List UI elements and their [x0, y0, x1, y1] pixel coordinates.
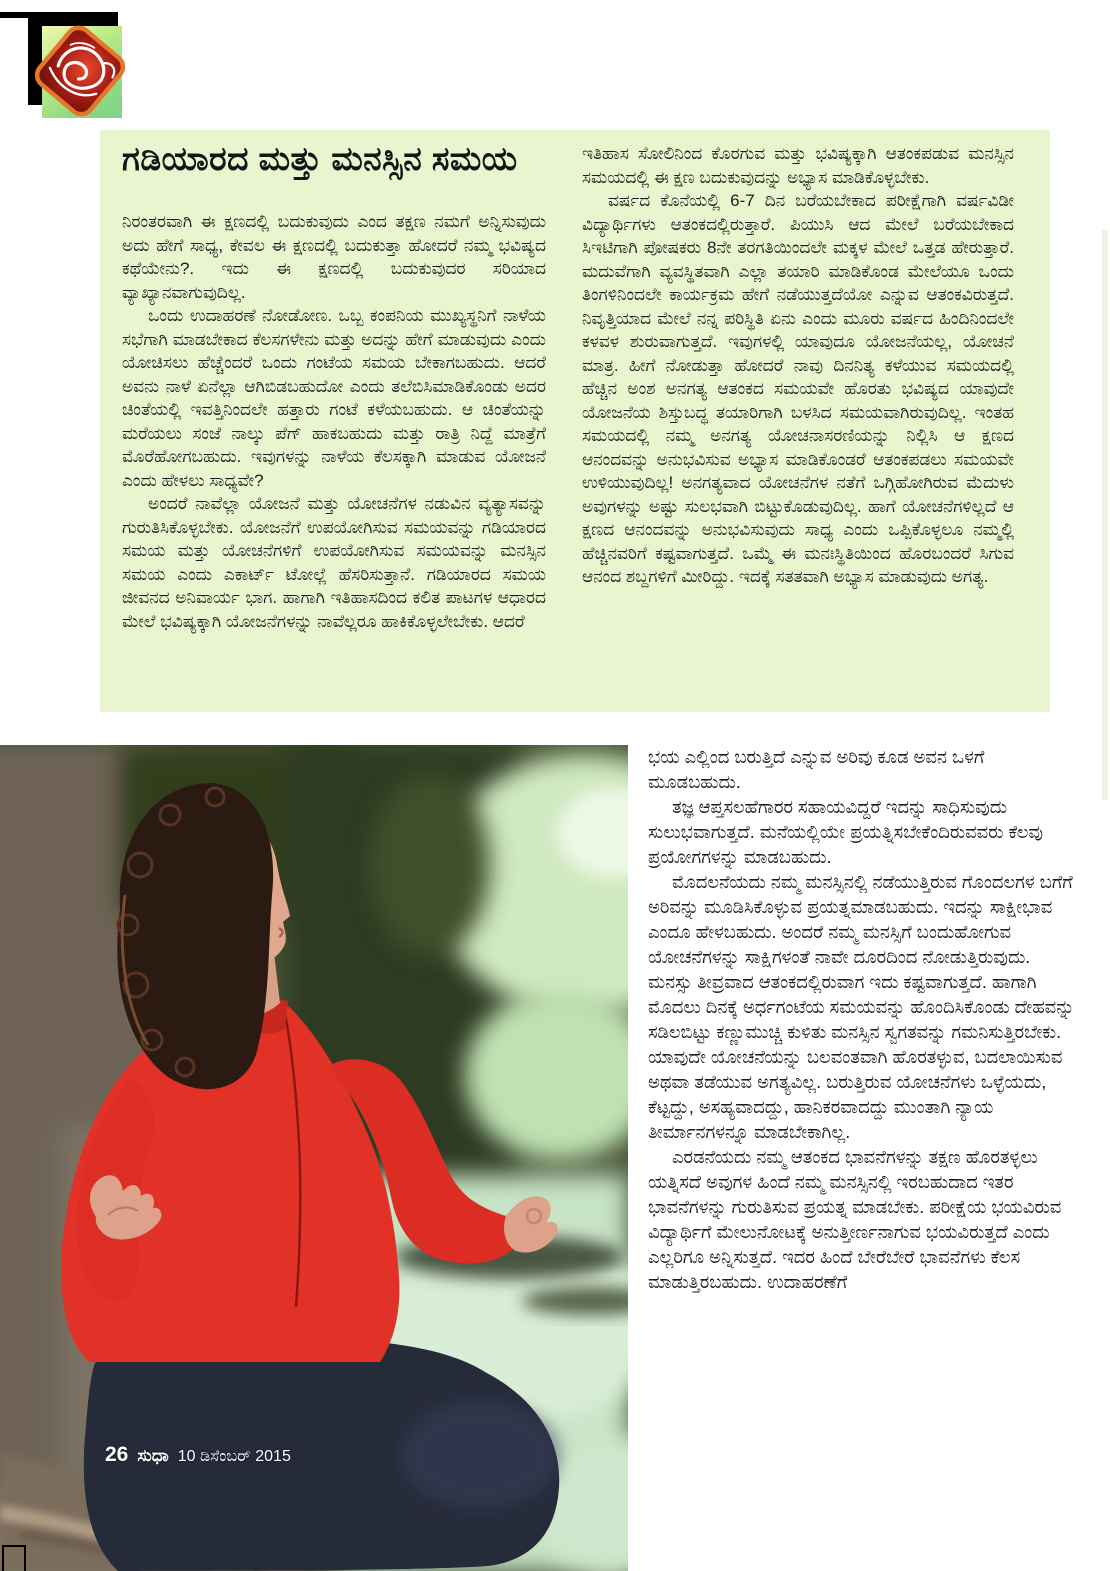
sudha-logo-icon — [0, 4, 132, 126]
paragraph: ಇತಿಹಾಸ ಸೋಲಿನಿಂದ ಕೊರಗುವ ಮತ್ತು ಭವಿಷ್ಯಕ್ಕಾಗಿ ಆತಂಕಪಡುವ ಮನಸ್ಸಿನ ಸಮಯದಲ್ಲಿ ಈ ಕ್ಷಣ ಬದುಕುವುದನ್ನು ಅಭ್ಯಾಸ ಮಾಡಿಕೊಳ್ಳಬೇಕು. — [582, 144, 1014, 187]
paragraph: ವರ್ಷದ ಕೊನೆಯಲ್ಲಿ 6-7 ದಿನ ಬರೆಯಬೇಕಾದ ಪರೀಕ್ಷೆಗಾಗಿ ವರ್ಷವಿಡೀ ವಿದ್ಯಾರ್ಥಿಗಳು ಆತಂಕದಲ್ಲಿರುತ್ತಾರೆ. ಪಿಯುಸಿ ಆದ ಮೇಲೆ ಬರೆಯಬೇಕಾದ ಸಿಇಟಿಗಾಗಿ ಪೋಷಕರು 8ನೇ ತರಗತಿಯಿಂದಲೇ ಮಕ್ಕಳ ಮೇಲೆ ಒತ್ತಡ ಹೇರುತ್ತಾರೆ. ಮದುವೆಗಾಗಿ ವ್ಯವಸ್ಥಿತವಾಗಿ ಎಲ್ಲಾ ತಯಾರಿ ಮಾಡಿಕೊಂಡ ಮೇಲೆಯೂ ಒಂದು ತಿಂಗಳಿನಿಂದಲೇ ಕಾರ್ಯಕ್ರಮ ಹೇಗೆ ನಡೆಯುತ್ತದೆಯೋ ಎನ್ನುವ ಆತಂಕವಿರುತ್ತದೆ. ನಿವೃತ್ತಿಯಾದ ಮೇಲೆ ನನ್ನ ಪರಿಸ್ಥಿತಿ ಏನು ಎಂದು ಮೂರು ವರ್ಷದ ಹಿಂದಿನಿಂದಲೇ ಕಳವಳ ಶುರುವಾಗುತ್ತದೆ. ಇವುಗಳಲ್ಲಿ ಯಾವುದೂ ಯೋಜನೆಯಲ್ಲ, ಯೋಚನೆ ಮಾತ್ರ. ಹೀಗೆ ನೋಡುತ್ತಾ ಹೋದರೆ ನಾವು ದಿನನಿತ್ಯ ಕಳೆಯುವ ಸಮಯದಲ್ಲಿ ಹೆಚ್ಚಿನ ಅಂಶ ಅನಗತ್ಯ ಆತಂಕದ ಸಮಯವೇ ಹೊರತು ಭವಿಷ್ಯದ ಯಾವುದೇ ಯೋಜನೆಯ ಶಿಸ್ತುಬದ್ಧ ತಯಾರಿಗಾಗಿ ಬಳಸಿದ ಸಮಯವಾಗಿರುವುದಿಲ್ಲ. ಇಂತಹ ಸಮಯದಲ್ಲಿ ನಮ್ಮ ಅನಗತ್ಯ ಯೋಚನಾಸರಣಿಯನ್ನು ನಿಲ್ಲಿಸಿ ಆ ಕ್ಷಣದ ಆನಂದವನ್ನು ಅನುಭವಿಸುವ ಅಭ್ಯಾಸ ಮಾಡಿಕೊಂಡರೆ ಆತಂಕಪಡಲು ಸಮಯವೇ ಉಳಿಯುವುದಿಲ್ಲ! ಅನಗತ್ಯವಾದ ಯೋಚನೆಗಳ ನತೆಗೆ ಒಗ್ಗಿಹೋಗಿರುವ ಮೆದುಳು ಅವುಗಳನ್ನು ಅಷ್ಟು ಸುಲಭವಾಗಿ ಬಿಟ್ಟುಕೊಡುವುದಿಲ್ಲ. ಹಾಗೆ ಯೋಚನೆಗಳಿಲ್ಲದೆ ಆ ಕ್ಷಣದ ಆನಂದವನ್ನು ಅನುಭವಿಸುವುದು ಸಾಧ್ಯ ಎಂದು ಒಪ್ಪಿಕೊಳ್ಳಲೂ ನಮ್ಮಲ್ಲಿ ಹೆಚ್ಚಿನವರಿಗೆ ಕಷ್ಟವಾಗುತ್ತದೆ. ಒಮ್ಮೆ ಈ ಮನಃಸ್ಥಿತಿಯಿಂದ ಹೊರಬಂದರೆ ಸಿಗುವ ಆನಂದ ಶಬ್ದಗಳಿಗೆ ಮೀರಿದ್ದು. ಇದಕ್ಕೆ ಸತತವಾಗಿ ಅಭ್ಯಾಸ ಮಾಡುವುದು ಅಗತ್ಯ. — [582, 191, 1014, 586]
leggings-sheen — [400, 1400, 560, 1510]
meditation-photo — [0, 745, 628, 1571]
crop-mark — [2, 1545, 26, 1571]
page-number: 26 — [105, 1443, 129, 1466]
paragraph: ಅಂದರೆ ನಾವೆಲ್ಲಾ ಯೋಜನೆ ಮತ್ತು ಯೋಚನೆಗಳ ನಡುವಿನ ವ್ಯತ್ಯಾಸವನ್ನು ಗುರುತಿಸಿಕೊಳ್ಳಬೇಕು. ಯೋಜನೆಗೆ ಉಪಯೋಗಿಸುವ ಸಮಯವನ್ನು ಗಡಿಯಾರದ ಸಮಯ ಮತ್ತು ಯೋಚನೆಗಳಿಗೆ ಉಪಯೋಗಿಸುವ ಸಮಯವನ್ನು ಮನಸ್ಸಿನ ಸಮಯ ಎಂದು ಎಕಾರ್ಟ್ ಟೋಲ್ಲೆ ಹೆಸರಿಸುತ್ತಾನೆ. ಗಡಿಯಾರದ ಸಮಯ ಜೀವನದ ಅನಿವಾರ್ಯ ಭಾಗ. ಹಾಗಾಗಿ ಇತಿಹಾಸದಿಂದ ಕಲಿತ ಪಾಟಗಳ ಆಧಾರದ ಮೇಲೆ ಭವಿಷ್ಯಕ್ಕಾಗಿ ಯೋಜನೆಗಳನ್ನು ನಾವೆಲ್ಲರೂ ಹಾಕಿಕೊಳ್ಳಲೇಬೇಕು. ಆದರೆ — [122, 494, 546, 631]
paragraph: ನಿರಂತರವಾಗಿ ಈ ಕ್ಷಣದಲ್ಲಿ ಬದುಕುವುದು ಎಂದ ತಕ್ಷಣ ನಮಗೆ ಅನ್ನಿಸುವುದು ಅದು ಹೇಗೆ ಸಾಧ್ಯ, ಕೇವಲ ಈ ಕ್ಷಣದಲ್ಲಿ ಬದುಕುತ್ತಾ ಹೋದರೆ ನಮ್ಮ ಭವಿಷ್ಯದ ಕಥೆಯೇನು?. ಇದು ಈ ಕ್ಷಣದಲ್ಲಿ ಬದುಕುವುದರ ಸರಿಯಾದ ವ್ಯಾಖ್ಯಾನವಾಗುವುದಿಲ್ಲ. — [122, 212, 546, 302]
page-footer — [105, 1443, 291, 1467]
paragraph: ಮೊದಲನೆಯದು ನಮ್ಮ ಮನಸ್ಸಿನಲ್ಲಿ ನಡೆಯುತ್ತಿರುವ ಗೊಂದಲಗಳ ಬಗೆಗೆ ಅರಿವನ್ನು ಮೂಡಿಸಿಕೊಳ್ಳುವ ಪ್ರಯತ್ನಮಾಡಬಹುದು. ಇದನ್ನು ಸಾಕ್ಷೀಭಾವ ಎಂದೂ ಹೇಳಬಹುದು. ಅಂದರೆ ನಮ್ಮ ಮನಸ್ಸಿಗೆ ಬಂದುಹೋಗುವ ಯೋಚನೆಗಳನ್ನು ಸಾಕ್ಷಿಗಳಂತೆ ನಾವೇ ದೂರದಿಂದ ನೋಡುತ್ತಿರುವುದು. ಮನಸ್ಸು ತೀವ್ರವಾದ ಆತಂಕದಲ್ಲಿರುವಾಗ ಇದು ಕಷ್ಟವಾಗುತ್ತದೆ. ಹಾಗಾಗಿ ಮೊದಲು ದಿನಕ್ಕೆ ಅರ್ಧಗಂಟೆಯ ಸಮಯವನ್ನು ಹೊಂದಿಸಿಕೊಂಡು ದೇಹವನ್ನು ಸಡಿಲಬಿಟ್ಟು ಕಣ್ಣುಮುಚ್ಚಿ ಕುಳಿತು ಮನಸ್ಸಿನ ಸ್ವಗತವನ್ನು ಗಮನಿಸುತ್ತಿರಬೇಕು. ಯಾವುದೇ ಯೋಚನೆಯನ್ನು ಬಲವಂತವಾಗಿ ಹೊರತಳ್ಳುವ, ಬದಲಾಯಿಸುವ ಅಥವಾ ತಡೆಯುವ ಅಗತ್ಯವಿಲ್ಲ. ಬರುತ್ತಿರುವ ಯೋಚನೆಗಳು ಒಳ್ಳೆಯದು, ಕೆಟ್ಟದ್ದು, ಅಸಹ್ಯವಾದದ್ದು, ಹಾನಿಕರವಾದದ್ದು ಮುಂತಾಗಿ ನ್ಯಾಯ ತೀರ್ಮಾನಗಳನ್ನೂ ಮಾಡಬೇಕಾಗಿಲ್ಲ. — [648, 872, 1075, 1142]
intro-column-left — [122, 210, 546, 706]
meditation-photo-scene — [0, 745, 628, 1571]
article-body-column — [648, 745, 1078, 1435]
article-title: ಗಡಿಯಾರದ ಮತ್ತು ಮನಸ್ಸಿನ ಸಮಯ — [122, 140, 518, 177]
article-intro-box — [100, 130, 1050, 712]
paragraph: ಭಯ ಎಲ್ಲಿಂದ ಬರುತ್ತಿದೆ ಎನ್ನುವ ಅರಿವು ಕೂಡ ಅವನ ಒಳಗೆ ಮೂಡಬಹುದು. — [648, 747, 985, 792]
magazine-logo — [0, 4, 132, 126]
issue-date: 10 ಡಿಸೆಂಬರ್ 2015 — [177, 1448, 291, 1465]
magazine-name: ಸುಧಾ — [137, 1446, 169, 1465]
hair — [117, 783, 273, 1089]
paragraph: ತಜ್ಞ ಆಪ್ತಸಲಹೆಗಾರರ ಸಹಾಯವಿದ್ದರೆ ಇದನ್ನು ಸಾಧಿಸುವುದು ಸುಲುಭವಾಗುತ್ತದೆ. ಮನೆಯಲ್ಲಿಯೇ ಪ್ರಯತ್ನಿಸಬೇಕೆಂದಿರುವವರು ಕೆಲವು ಪ್ರಯೋಗಗಳನ್ನು ಮಾಡಬಹುದು. — [648, 797, 1044, 867]
intro-column-right — [582, 142, 1014, 706]
paragraph: ಒಂದು ಉದಾಹರಣೆ ನೋಡೋಣ. ಒಬ್ಬ ಕಂಪನಿಯ ಮುಖ್ಯಸ್ಥನಿಗೆ ನಾಳೆಯ ಸಭೆಗಾಗಿ ಮಾಡಬೇಕಾದ ಕೆಲಸಗಳೇನು ಮತ್ತು ಅದನ್ನು ಹೇಗೆ ಮಾಡುವುದು ಎಂದು ಯೋಚಿಸಲು ಹೆಚ್ಚೆಂದರೆ ಒಂದು ಗಂಟೆಯ ಸಮಯ ಬೇಕಾಗಬಹುದು. ಆದರೆ ಅವನು ನಾಳೆ ಏನೆಲ್ಲಾ ಆಗಿಬಿಡಬಹುದೋ ಎಂದು ತಲೆಬಿಸಿಮಾಡಿಕೊಂಡು ಅದರ ಚಿಂತೆಯಲ್ಲಿ ಇವತ್ತಿನಿಂದಲೇ ಹತ್ತಾರು ಗಂಟೆ ಕಳೆಯಬಹುದು. ಆ ಚಿಂತೆಯನ್ನು ಮರೆಯಲು ಸಂಜೆ ನಾಲ್ಕು ಪೆಗ್ ಹಾಕಬಹುದು ಮತ್ತು ರಾತ್ರಿ ನಿದ್ದೆ ಮಾತ್ರೆಗೆ ಮೊರೆಹೋಗಬಹುದು. ಇವುಗಳನ್ನು ನಾಳೆಯ ಕೆಲಸಕ್ಕಾಗಿ ಮಾಡುವ ಯೋಜನೆ ಎಂದು ಹೇಳಲು ಸಾಧ್ಯವೇ? — [122, 306, 546, 490]
page-edge-artifact — [1102, 230, 1108, 800]
paragraph: ಎರಡನೆಯದು ನಮ್ಮ ಆತಂಕದ ಭಾವನೆಗಳನ್ನು ತಕ್ಷಣ ಹೊರತಳ್ಳಲು ಯತ್ನಿಸದೆ ಅವುಗಳ ಹಿಂದೆ ನಮ್ಮ ಮನಸ್ಸಿನಲ್ಲಿ ಇರಬಹುದಾದ ಇತರ ಭಾವನೆಗಳನ್ನು ಗುರುತಿಸುವ ಪ್ರಯತ್ನ ಮಾಡಬೇಕು. ಪರೀಕ್ಷೆಯ ಭಯವಿರುವ ವಿದ್ಯಾರ್ಥಿಗೆ ಮೇಲುನೋಟಕ್ಕೆ ಅನುತ್ತೀರ್ಣನಾಗುವ ಭಯವಿರುತ್ತದೆ ಎಂದು ಎಲ್ಲರಿಗೂ ಅನ್ನಿಸುತ್ತದೆ. ಇದರ ಹಿಂದೆ ಬೇರೆಬೇರೆ ಭಾವನೆಗಳು ಕೆಲಸ ಮಾಡುತ್ತಿರಬಹುದು. ಉದಾಹರಣೆಗೆ — [648, 1147, 1062, 1292]
